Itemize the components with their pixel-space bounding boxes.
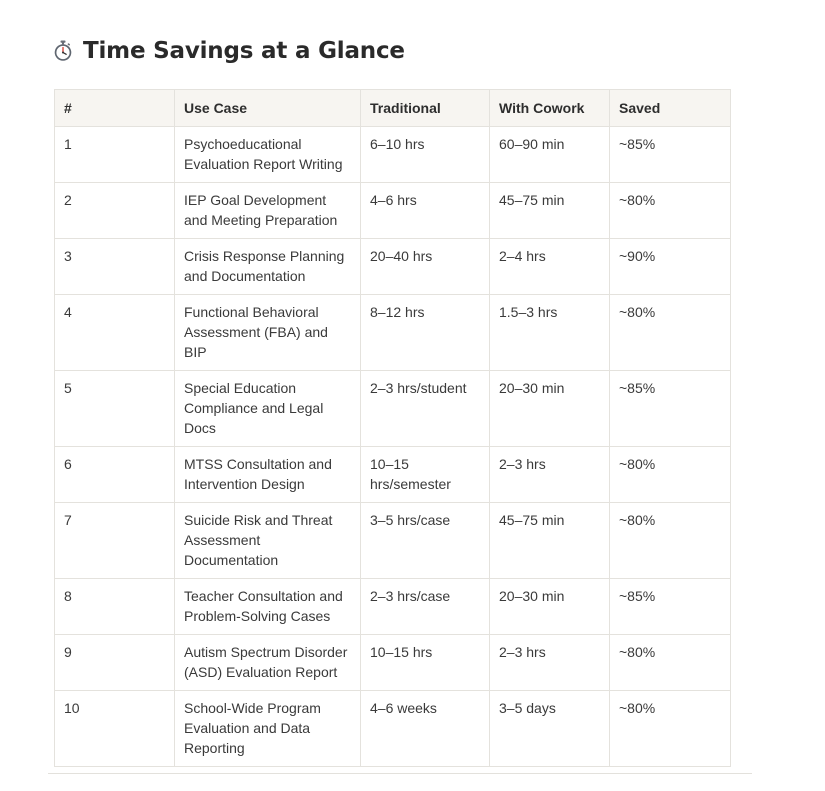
table-row xyxy=(55,691,731,767)
cell-use-case: School-Wide Program Evaluation and Data Reporting xyxy=(175,691,361,767)
column-header-use-case: Use Case xyxy=(175,90,361,127)
table-header-row xyxy=(55,90,731,127)
column-header-number: # xyxy=(55,90,175,127)
cell-use-case: Psychoeducational Evaluation Report Writing xyxy=(175,127,361,183)
cell-number: 7 xyxy=(55,503,175,579)
cell-with-cowork: 45–75 min xyxy=(490,503,610,579)
column-header-with-cowork: With Cowork xyxy=(490,90,610,127)
table-row xyxy=(55,371,731,447)
cell-traditional: 6–10 hrs xyxy=(361,127,490,183)
cell-traditional: 2–3 hrs/student xyxy=(361,371,490,447)
cell-number: 9 xyxy=(55,635,175,691)
cell-traditional: 10–15 hrs xyxy=(361,635,490,691)
table-row xyxy=(55,295,731,371)
cell-traditional: 4–6 weeks xyxy=(361,691,490,767)
cell-use-case: Functional Behavioral Assessment (FBA) and BIP xyxy=(175,295,361,371)
cell-saved: ~85% xyxy=(610,127,731,183)
cell-number: 2 xyxy=(55,183,175,239)
cell-saved: ~90% xyxy=(610,239,731,295)
cell-traditional: 4–6 hrs xyxy=(361,183,490,239)
cell-with-cowork: 1.5–3 hrs xyxy=(490,295,610,371)
cell-with-cowork: 2–3 hrs xyxy=(490,447,610,503)
cell-with-cowork: 20–30 min xyxy=(490,579,610,635)
section-divider xyxy=(48,773,752,774)
cell-saved: ~80% xyxy=(610,635,731,691)
cell-saved: ~80% xyxy=(610,691,731,767)
cell-use-case: Crisis Response Planning and Documentation xyxy=(175,239,361,295)
cell-use-case: Special Education Compliance and Legal Docs xyxy=(175,371,361,447)
cell-saved: ~80% xyxy=(610,447,731,503)
cell-traditional: 2–3 hrs/case xyxy=(361,579,490,635)
cell-saved: ~80% xyxy=(610,295,731,371)
cell-use-case: MTSS Consultation and Intervention Design xyxy=(175,447,361,503)
cell-with-cowork: 60–90 min xyxy=(490,127,610,183)
column-header-saved: Saved xyxy=(610,90,731,127)
cell-number: 8 xyxy=(55,579,175,635)
cell-use-case: Suicide Risk and Threat Assessment Documentation xyxy=(175,503,361,579)
cell-with-cowork: 2–4 hrs xyxy=(490,239,610,295)
cell-number: 10 xyxy=(55,691,175,767)
cell-number: 6 xyxy=(55,447,175,503)
table-row xyxy=(55,503,731,579)
cell-number: 3 xyxy=(55,239,175,295)
page-title: Time Savings at a Glance xyxy=(83,38,405,64)
section-heading xyxy=(52,34,405,68)
time-savings-table xyxy=(54,89,731,767)
column-header-traditional: Traditional xyxy=(361,90,490,127)
table-row xyxy=(55,447,731,503)
stopwatch-icon xyxy=(52,40,74,62)
cell-use-case: IEP Goal Development and Meeting Preparation xyxy=(175,183,361,239)
cell-with-cowork: 45–75 min xyxy=(490,183,610,239)
cell-use-case: Teacher Consultation and Problem-Solving Cases xyxy=(175,579,361,635)
table-row xyxy=(55,579,731,635)
cell-use-case: Autism Spectrum Disorder (ASD) Evaluation Report xyxy=(175,635,361,691)
table-row xyxy=(55,239,731,295)
cell-number: 1 xyxy=(55,127,175,183)
cell-traditional: 10–15 hrs/semester xyxy=(361,447,490,503)
cell-number: 5 xyxy=(55,371,175,447)
table-row xyxy=(55,127,731,183)
cell-traditional: 8–12 hrs xyxy=(361,295,490,371)
table-row xyxy=(55,635,731,691)
cell-saved: ~80% xyxy=(610,503,731,579)
cell-traditional: 3–5 hrs/case xyxy=(361,503,490,579)
cell-saved: ~85% xyxy=(610,371,731,447)
cell-with-cowork: 3–5 days xyxy=(490,691,610,767)
table-row xyxy=(55,183,731,239)
cell-number: 4 xyxy=(55,295,175,371)
cell-traditional: 20–40 hrs xyxy=(361,239,490,295)
cell-saved: ~85% xyxy=(610,579,731,635)
cell-with-cowork: 2–3 hrs xyxy=(490,635,610,691)
cell-saved: ~80% xyxy=(610,183,731,239)
cell-with-cowork: 20–30 min xyxy=(490,371,610,447)
